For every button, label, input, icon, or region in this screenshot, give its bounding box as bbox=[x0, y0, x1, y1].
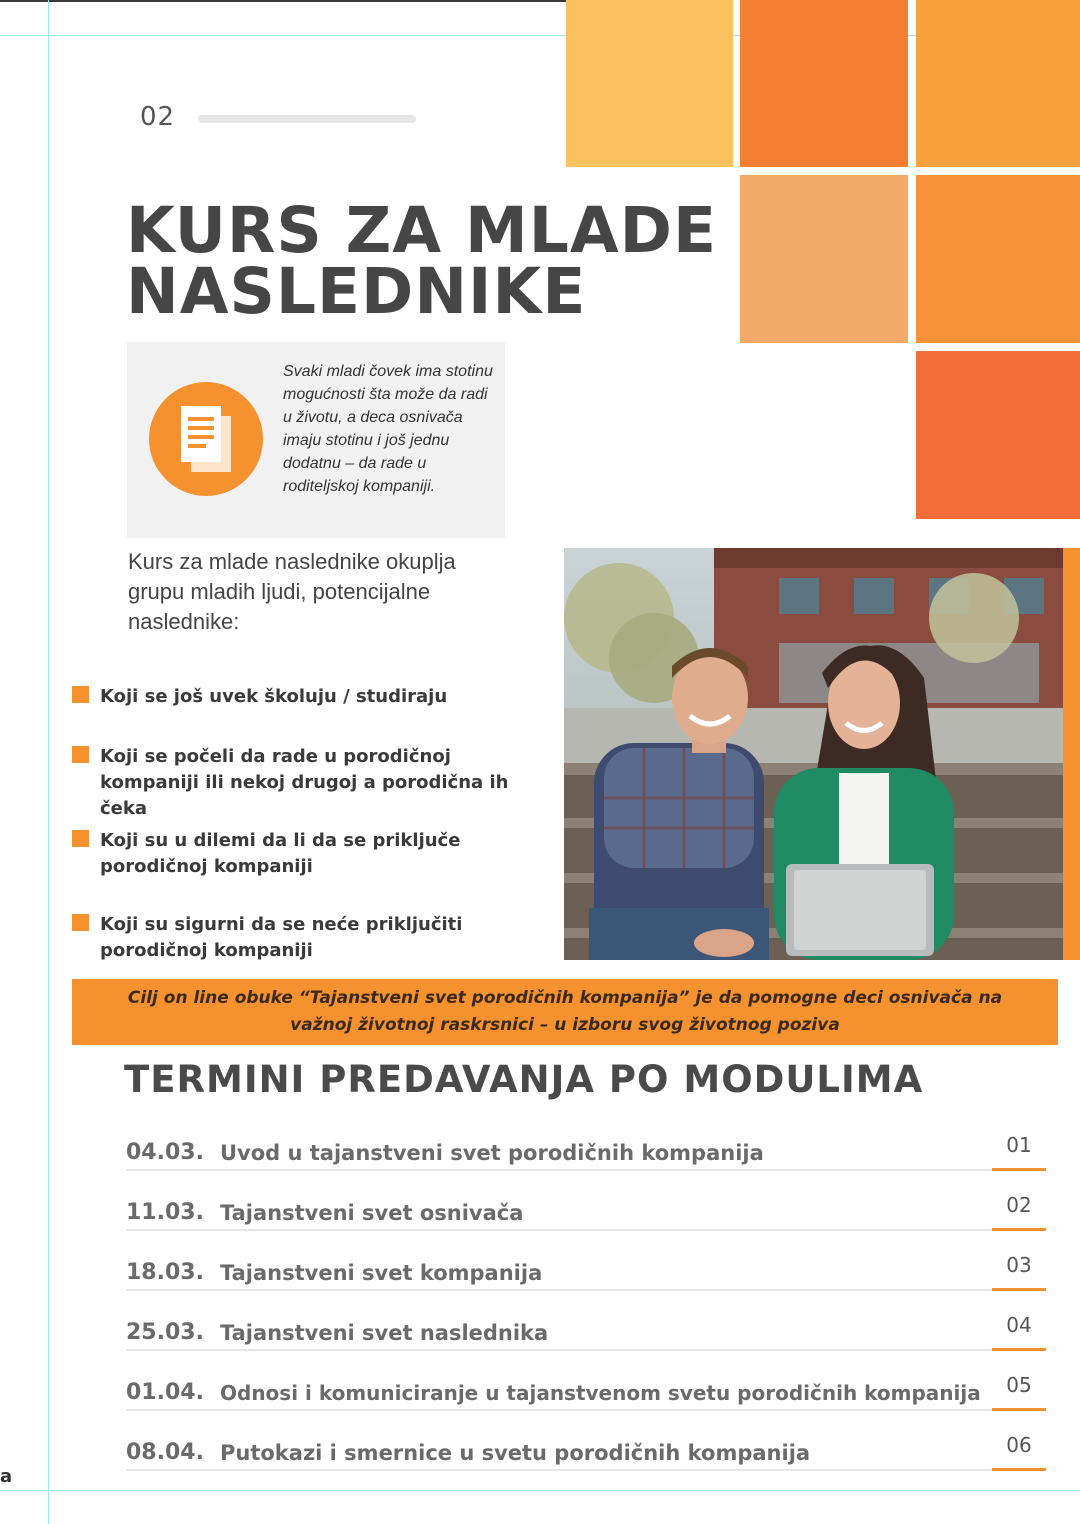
stray-letter: a bbox=[0, 1466, 13, 1487]
module-number: 03 bbox=[1006, 1253, 1032, 1277]
list-item-text: Koji se još uvek školuju / studiraju bbox=[100, 686, 448, 707]
module-number: 02 bbox=[1006, 1193, 1032, 1217]
module-number: 01 bbox=[1006, 1133, 1032, 1157]
tile-orange bbox=[740, 0, 908, 167]
row-divider bbox=[126, 1349, 992, 1351]
page-title-line-2: NASLEDNIKE bbox=[126, 255, 587, 328]
page-number: 02 bbox=[140, 102, 176, 132]
page-title-line-1: KURS ZA MLADE bbox=[126, 194, 717, 267]
row-divider bbox=[126, 1169, 992, 1171]
schedule-row bbox=[126, 1421, 1046, 1471]
tile-mid-orange bbox=[916, 175, 1080, 343]
schedule-date: 18.03. bbox=[126, 1260, 204, 1285]
schedule-date: 01.04. bbox=[126, 1380, 204, 1405]
students-photo bbox=[564, 548, 1063, 960]
schedule-module-name: Tajanstveni svet kompanija bbox=[220, 1261, 543, 1285]
module-number-underline bbox=[992, 1348, 1046, 1351]
tile-amber bbox=[916, 0, 1080, 167]
schedule-module-name: Uvod u tajanstveni svet porodičnih kompanija bbox=[220, 1141, 764, 1165]
quote-text: Svaki mladi čovek ima stotinu mogućnosti šta može da radi u životu, a deca osnivača imaju stotinu i još jednu dodatnu – da rade u roditeljskoj kompaniji. bbox=[283, 363, 493, 495]
tile-peach bbox=[740, 175, 908, 343]
schedule-date: 11.03. bbox=[126, 1200, 204, 1225]
module-number-underline bbox=[992, 1468, 1046, 1471]
schedule-module-name: Putokazi i smernice u svetu porodičnih kompanija bbox=[220, 1441, 811, 1465]
top-rule bbox=[0, 0, 566, 2]
module-number-underline bbox=[992, 1228, 1046, 1231]
schedule-date: 25.03. bbox=[126, 1320, 204, 1345]
schedule-row bbox=[126, 1301, 1046, 1351]
students-photo-illustration bbox=[564, 548, 1063, 960]
module-number-underline bbox=[992, 1168, 1046, 1171]
page-title bbox=[126, 194, 746, 328]
quote-icon-circle bbox=[149, 382, 263, 496]
row-divider bbox=[126, 1289, 992, 1291]
quote-box bbox=[127, 342, 505, 538]
schedule-row bbox=[126, 1181, 1046, 1231]
bullet-square-icon bbox=[72, 914, 89, 931]
list-item-text: Koji su u dilemi da li da se priključe porodičnoj kompaniji bbox=[100, 830, 461, 877]
schedule-row bbox=[126, 1121, 1046, 1171]
module-number: 06 bbox=[1006, 1433, 1032, 1457]
tile-red-orange bbox=[916, 351, 1080, 519]
schedule-row bbox=[126, 1361, 1046, 1411]
bullet-square-icon bbox=[72, 830, 89, 847]
list-item-text: Koji se počeli da rade u porodičnoj kompaniji ili nekoj drugoj a porodična ih čeka bbox=[100, 746, 509, 819]
photo-orange-edge bbox=[1063, 548, 1080, 960]
module-number: 04 bbox=[1006, 1313, 1032, 1337]
row-divider bbox=[126, 1469, 992, 1471]
schedule-module-name: Odnosi i komuniciranje u tajanstvenom svetu porodičnih kompanija bbox=[220, 1381, 981, 1405]
schedule-date: 04.03. bbox=[126, 1140, 204, 1165]
schedule-row bbox=[126, 1241, 1046, 1291]
document-icon bbox=[177, 404, 235, 476]
goal-banner bbox=[72, 979, 1058, 1045]
schedule-module-name: Tajanstveni svet osnivača bbox=[220, 1201, 524, 1225]
bullet-square-icon bbox=[72, 746, 89, 763]
bullet-square-icon bbox=[72, 686, 89, 703]
schedule-module-name: Tajanstveni svet naslednika bbox=[220, 1321, 549, 1345]
goal-text: Cilj on line obuke “Tajanstveni svet porodičnih kompanija” je da pomogne deci osnivača na važnoj životnoj raskrsnici – u izboru svog životnog poziva bbox=[127, 988, 1003, 1035]
schedule-title: TERMINI PREDAVANJA PO MODULIMA bbox=[124, 1058, 924, 1101]
module-number-underline bbox=[992, 1288, 1046, 1291]
row-divider bbox=[126, 1229, 992, 1231]
guide-line-bottom bbox=[0, 1490, 1080, 1491]
schedule-date: 08.04. bbox=[126, 1440, 204, 1465]
intro-paragraph: Kurs za mlade naslednike okuplja grupu mladih ljudi, potencijalne naslednike: bbox=[128, 549, 456, 634]
row-divider bbox=[126, 1409, 992, 1411]
page-number-bar bbox=[198, 115, 416, 123]
list-item-text: Koji su sigurni da se neće priključiti porodičnoj kompaniji bbox=[100, 914, 463, 961]
tile-yellow bbox=[566, 0, 733, 167]
module-number-underline bbox=[992, 1408, 1046, 1411]
module-number: 05 bbox=[1006, 1373, 1032, 1397]
guide-line-left bbox=[48, 0, 49, 1524]
